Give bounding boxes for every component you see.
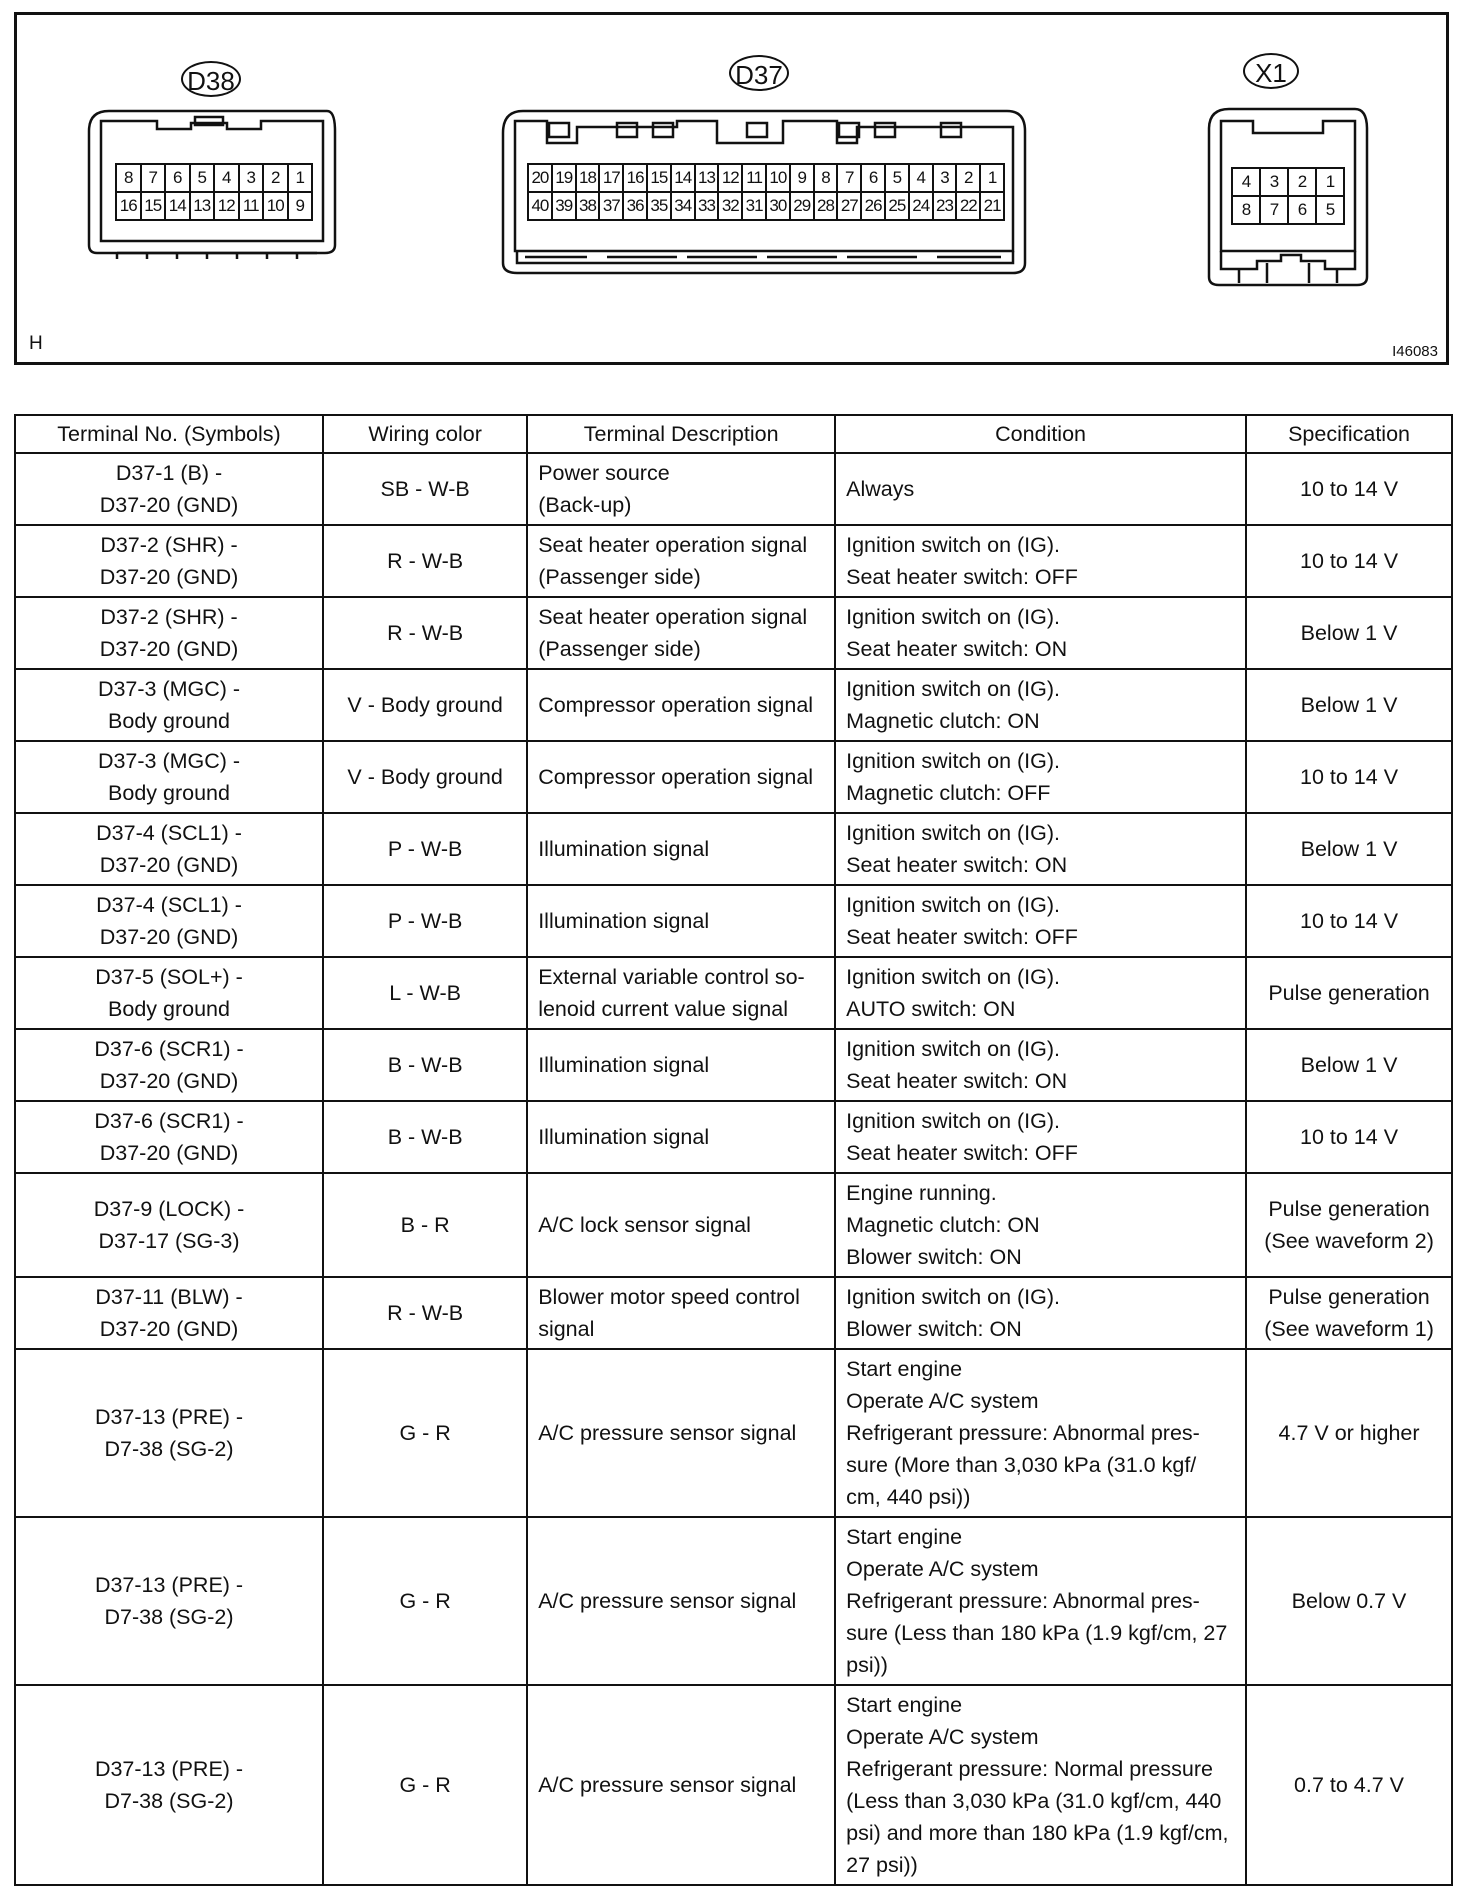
description-cell [527,1029,835,1101]
terminal-cell-line: D37-20 (GND) [99,637,239,661]
terminal-cell [15,1517,323,1685]
condition-cell-line: Refrigerant pressure: Abnormal pres- [846,1589,1200,1613]
terminal-cell-line: D37-13 (PRE) - [94,1573,244,1597]
pin: 11 [240,193,265,221]
description-cell [527,669,835,741]
description-cell [527,741,835,813]
table-row [15,525,1452,597]
specification-cell-line: Pulse generation [1268,981,1430,1005]
description-cell-line: External variable control so- [538,965,805,989]
terminal-cell-line: D37-11 (BLW) - [95,1285,243,1309]
pin: 14 [672,165,696,193]
condition-cell-line: sure (More than 3,030 kPa (31.0 kgf/ [846,1453,1197,1477]
connector-d38-pins [115,163,313,221]
terminal-cell [15,1173,323,1277]
pin: 4 [910,165,934,193]
pin: 23 [934,193,958,221]
header-condition: Condition [835,415,1246,453]
pin: 27 [838,193,862,221]
description-cell-line: A/C lock sensor signal [538,1213,751,1237]
pin: 8 [117,165,142,193]
terminal-cell [15,1029,323,1101]
condition-cell-line: Operate A/C system [846,1557,1039,1581]
pin: 3 [934,165,958,193]
terminal-cell-line: D7-38 (SG-2) [104,1437,234,1461]
description-cell [527,957,835,1029]
specification-cell [1246,1101,1452,1173]
pin: 31 [743,193,767,221]
pin: 9 [791,165,815,193]
pin: 10 [767,165,791,193]
specification-cell-line: 10 to 14 V [1300,909,1399,933]
terminal-cell-line: D37-20 (GND) [99,1069,239,1093]
condition-cell [835,453,1246,525]
condition-cell [835,957,1246,1029]
pin: 18 [577,165,601,193]
pin: 32 [719,193,743,221]
specification-cell [1246,1029,1452,1101]
wiring-cell: P - W-B [323,813,527,885]
condition-cell-line: Start engine [846,1525,963,1549]
condition-cell-line: Seat heater switch: OFF [846,1141,1078,1165]
description-cell-line: (Passenger side) [538,637,701,661]
specification-cell [1246,1277,1452,1349]
terminal-cell-line: Body ground [108,781,230,805]
terminal-cell-line: Body ground [108,997,230,1021]
specification-cell [1246,597,1452,669]
pin: 36 [624,193,648,221]
condition-cell-line: Always [846,477,915,501]
terminal-cell-line: D37-13 (PRE) - [94,1757,244,1781]
connector-label-d38: D38 [181,61,241,97]
condition-cell-line: Start engine [846,1693,963,1717]
pin: 4 [1233,169,1261,197]
pin: 15 [648,165,672,193]
specification-cell-line: 10 to 14 V [1300,477,1399,501]
condition-cell [835,1685,1246,1885]
pin: 3 [240,165,265,193]
pin: 40 [529,193,553,221]
table-row [15,1029,1452,1101]
pin: 11 [743,165,767,193]
condition-cell-line: Ignition switch on (IG). [846,533,1060,557]
terminal-cell-line: D37-3 (MGC) - [97,677,241,701]
figure-id: I46083 [1392,343,1438,360]
pin: 20 [529,165,553,193]
table-row [15,669,1452,741]
wiring-cell: V - Body ground [323,741,527,813]
pin: 7 [838,165,862,193]
terminal-cell [15,597,323,669]
wiring-cell: G - R [323,1517,527,1685]
pin: 1 [1317,169,1345,197]
condition-cell-line: Ignition switch on (IG). [846,749,1060,773]
specification-cell-line: (See waveform 1) [1264,1317,1434,1341]
header-specification: Specification [1246,415,1452,453]
pin: 38 [577,193,601,221]
condition-cell-line: psi) and more than 180 kPa (1.9 kgf/cm, [846,1821,1229,1845]
description-cell [527,885,835,957]
terminal-cell-line: D37-20 (GND) [99,565,239,589]
terminal-cell [15,1277,323,1349]
specification-cell-line: (See waveform 2) [1264,1229,1434,1253]
terminal-cell [15,453,323,525]
condition-cell [835,813,1246,885]
pin: 17 [600,165,624,193]
pin: 21 [981,193,1005,221]
wiring-cell: P - W-B [323,885,527,957]
terminal-table [14,414,1453,1886]
table-row [15,1173,1452,1277]
description-cell-line: Power source [538,461,670,485]
specification-cell [1246,453,1452,525]
header-wiring: Wiring color [323,415,527,453]
specification-cell [1246,813,1452,885]
header-terminal: Terminal No. (Symbols) [15,415,323,453]
condition-cell-line: Seat heater switch: ON [846,637,1068,661]
terminal-cell-line: D37-20 (GND) [99,1317,239,1341]
specification-cell-line: Below 1 V [1300,837,1398,861]
description-cell [527,1349,835,1517]
description-cell-line: Illumination signal [538,1053,710,1077]
terminal-cell [15,525,323,597]
terminal-cell-line: D37-3 (MGC) - [97,749,241,773]
description-cell-line: Seat heater operation signal [538,605,808,629]
wiring-cell: G - R [323,1685,527,1885]
pin: 22 [957,193,981,221]
table-row [15,1101,1452,1173]
description-cell [527,1517,835,1685]
pin: 26 [862,193,886,221]
connector-d37-pins [527,163,1005,221]
connector-label-d37: D37 [729,55,789,91]
description-cell [527,453,835,525]
terminal-cell-line: D7-38 (SG-2) [104,1789,234,1813]
connector-label-x1: X1 [1243,53,1299,89]
pin: 7 [142,165,167,193]
terminal-cell-line: D37-20 (GND) [99,1141,239,1165]
condition-cell [835,525,1246,597]
description-cell-line: Compressor operation signal [538,693,814,717]
condition-cell-line: AUTO switch: ON [846,997,1016,1021]
condition-cell-line: (Less than 3,030 kPa (31.0 kgf/cm, 440 [846,1789,1222,1813]
condition-cell-line: Operate A/C system [846,1389,1039,1413]
pin: 8 [815,165,839,193]
pin: 34 [672,193,696,221]
condition-cell-line: Ignition switch on (IG). [846,1109,1060,1133]
condition-cell [835,885,1246,957]
pin: 29 [791,193,815,221]
terminal-cell-line: D37-4 (SCL1) - [96,821,242,845]
condition-cell-line: Engine running. [846,1181,997,1205]
wiring-cell: B - W-B [323,1029,527,1101]
condition-cell-line: cm, 440 psi)) [846,1485,971,1509]
pin: 4 [215,165,240,193]
specification-cell-line: 4.7 V or higher [1278,1421,1420,1445]
pin: 15 [142,193,167,221]
pin: 37 [600,193,624,221]
wiring-cell: B - R [323,1173,527,1277]
description-cell-line: lenoid current value signal [538,997,788,1021]
condition-cell [835,597,1246,669]
terminal-cell-line: D37-2 (SHR) - [100,533,238,557]
connector-diagram [14,12,1449,365]
description-cell-line: A/C pressure sensor signal [538,1421,797,1445]
pin: 10 [264,193,289,221]
condition-cell-line: Magnetic clutch: ON [846,1213,1040,1237]
specification-cell-line: Below 1 V [1300,621,1398,645]
pin: 2 [957,165,981,193]
specification-cell-line: Pulse generation [1268,1285,1430,1309]
specification-cell [1246,669,1452,741]
pin: 1 [981,165,1005,193]
pin: 5 [191,165,216,193]
connector-x1-pins [1231,167,1345,225]
pin: 9 [289,193,314,221]
description-cell [527,1277,835,1349]
condition-cell-line: Operate A/C system [846,1725,1039,1749]
condition-cell-line: Ignition switch on (IG). [846,821,1060,845]
pin: 24 [910,193,934,221]
pin: 28 [815,193,839,221]
specification-cell [1246,1685,1452,1885]
condition-cell-line: Ignition switch on (IG). [846,1037,1060,1061]
condition-cell [835,1349,1246,1517]
condition-cell-line: Start engine [846,1357,963,1381]
description-cell [527,525,835,597]
pin: 2 [1289,169,1317,197]
table-row [15,957,1452,1029]
terminal-cell-line: D37-2 (SHR) - [100,605,238,629]
condition-cell [835,1029,1246,1101]
specification-cell [1246,525,1452,597]
condition-cell-line: Ignition switch on (IG). [846,893,1060,917]
pin: 13 [191,193,216,221]
pin: 35 [648,193,672,221]
condition-cell [835,741,1246,813]
table-header-row [15,415,1452,453]
terminal-cell [15,1101,323,1173]
pin: 5 [1317,197,1345,225]
condition-cell [835,669,1246,741]
terminal-cell-line: D37-20 (GND) [99,493,239,517]
terminal-cell-line: D37-6 (SCR1) - [94,1037,244,1061]
condition-cell-line: Magnetic clutch: OFF [846,781,1051,805]
description-cell-line: signal [538,1317,595,1341]
specification-cell [1246,885,1452,957]
condition-cell-line: Ignition switch on (IG). [846,965,1060,989]
condition-cell-line: Magnetic clutch: ON [846,709,1040,733]
pin: 13 [696,165,720,193]
pin: 2 [264,165,289,193]
terminal-cell [15,741,323,813]
condition-cell-line: Ignition switch on (IG). [846,605,1060,629]
description-cell [527,1173,835,1277]
terminal-cell-line: Body ground [108,709,230,733]
condition-cell-line: Blower switch: ON [846,1245,1022,1269]
terminal-cell [15,1349,323,1517]
pin: 39 [553,193,577,221]
table-row [15,453,1452,525]
pin: 12 [215,193,240,221]
condition-cell-line: psi)) [846,1653,888,1677]
condition-cell-line: Ignition switch on (IG). [846,677,1060,701]
specification-cell [1246,1349,1452,1517]
condition-cell-line: Seat heater switch: ON [846,853,1068,877]
description-cell [527,1685,835,1885]
terminal-cell [15,669,323,741]
condition-cell [835,1517,1246,1685]
pin: 14 [166,193,191,221]
description-cell-line: A/C pressure sensor signal [538,1773,797,1797]
pin: 25 [886,193,910,221]
corner-letter: H [29,333,43,354]
condition-cell-line: Seat heater switch: OFF [846,925,1078,949]
description-cell-line: Blower motor speed control [538,1285,800,1309]
description-cell-line: (Passenger side) [538,565,701,589]
pin: 19 [553,165,577,193]
pin: 12 [719,165,743,193]
description-cell-line: Seat heater operation signal [538,533,808,557]
terminal-cell-line: D37-6 (SCR1) - [94,1109,244,1133]
condition-cell [835,1101,1246,1173]
description-cell [527,1101,835,1173]
table-row [15,1685,1452,1885]
specification-cell [1246,741,1452,813]
description-cell-line: A/C pressure sensor signal [538,1589,797,1613]
table-body [15,453,1452,1885]
specification-cell-line: 10 to 14 V [1300,1125,1399,1149]
description-cell-line: Illumination signal [538,1125,710,1149]
wiring-cell: V - Body ground [323,669,527,741]
wiring-cell: L - W-B [323,957,527,1029]
description-cell-line: (Back-up) [538,493,632,517]
terminal-cell [15,957,323,1029]
condition-cell-line: Ignition switch on (IG). [846,1285,1060,1309]
terminal-cell-line: D37-9 (LOCK) - [93,1197,245,1221]
table-row [15,1517,1452,1685]
pin: 16 [624,165,648,193]
terminal-cell-line: D37-1 (B) - [115,461,223,485]
condition-cell-line: 27 psi)) [846,1853,918,1877]
pin: 5 [886,165,910,193]
table-row [15,597,1452,669]
specification-cell-line: Below 0.7 V [1291,1589,1407,1613]
specification-cell [1246,1173,1452,1277]
terminal-cell-line: D37-17 (SG-3) [98,1229,240,1253]
terminal-cell [15,885,323,957]
pin: 16 [117,193,142,221]
condition-cell-line: Blower switch: ON [846,1317,1022,1341]
description-cell [527,813,835,885]
pin: 6 [1289,197,1317,225]
specification-cell-line: Pulse generation [1268,1197,1430,1221]
wiring-cell: SB - W-B [323,453,527,525]
header-description: Terminal Description [527,415,835,453]
pin: 3 [1261,169,1289,197]
wiring-cell: B - W-B [323,1101,527,1173]
specification-cell-line: Below 1 V [1300,1053,1398,1077]
pin: 8 [1233,197,1261,225]
condition-cell-line: sure (Less than 180 kPa (1.9 kgf/cm, 27 [846,1621,1228,1645]
pin: 6 [862,165,886,193]
terminal-cell-line: D37-20 (GND) [99,853,239,877]
terminal-cell-line: D37-13 (PRE) - [94,1405,244,1429]
table-row [15,1349,1452,1517]
table-row [15,741,1452,813]
terminal-cell-line: D37-5 (SOL+) - [95,965,243,989]
condition-cell [835,1173,1246,1277]
terminal-cell [15,1685,323,1885]
wiring-cell: R - W-B [323,525,527,597]
pin: 33 [696,193,720,221]
specification-cell-line: 10 to 14 V [1300,549,1399,573]
condition-cell-line: Seat heater switch: ON [846,1069,1068,1093]
pin: 30 [767,193,791,221]
condition-cell-line: Refrigerant pressure: Abnormal pres- [846,1421,1200,1445]
condition-cell-line: Refrigerant pressure: Normal pressure [846,1757,1213,1781]
terminal-cell-line: D7-38 (SG-2) [104,1605,234,1629]
table-row [15,813,1452,885]
terminal-cell-line: D37-20 (GND) [99,925,239,949]
condition-cell-line: Seat heater switch: OFF [846,565,1078,589]
specification-cell [1246,1517,1452,1685]
wiring-cell: G - R [323,1349,527,1517]
terminal-cell-line: D37-4 (SCL1) - [96,893,242,917]
specification-cell-line: 10 to 14 V [1300,765,1399,789]
terminal-cell [15,813,323,885]
wiring-cell: R - W-B [323,597,527,669]
table-row [15,1277,1452,1349]
specification-cell [1246,957,1452,1029]
description-cell [527,597,835,669]
table-row [15,885,1452,957]
description-cell-line: Compressor operation signal [538,765,814,789]
wiring-cell: R - W-B [323,1277,527,1349]
specification-cell-line: Below 1 V [1300,693,1398,717]
pin: 7 [1261,197,1289,225]
specification-cell-line: 0.7 to 4.7 V [1294,1773,1405,1797]
pin: 6 [166,165,191,193]
description-cell-line: Illumination signal [538,837,710,861]
condition-cell [835,1277,1246,1349]
pin: 1 [289,165,314,193]
description-cell-line: Illumination signal [538,909,710,933]
